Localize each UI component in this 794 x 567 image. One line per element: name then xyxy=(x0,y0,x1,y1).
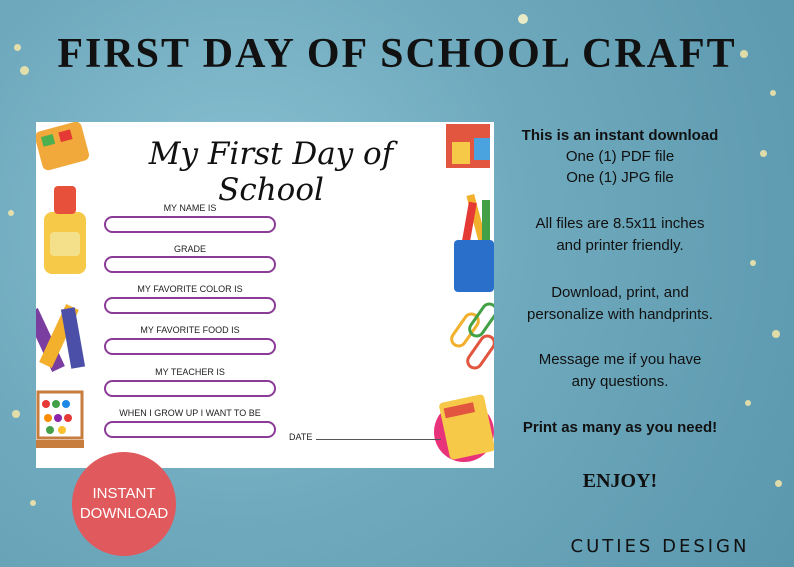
worksheet-title: My First Day of School xyxy=(148,136,394,208)
badge-line-1: INSTANT xyxy=(92,485,156,502)
color-field xyxy=(104,297,276,314)
field-label-grow-up: WHEN I GROW UP I WANT TO BE xyxy=(119,408,261,418)
info-line-9: any questions. xyxy=(571,373,669,390)
sparkle xyxy=(760,150,767,157)
name-field xyxy=(104,216,276,233)
calculator-icon xyxy=(36,122,90,172)
paperclips-icon xyxy=(449,301,494,371)
field-label-teacher: MY TEACHER IS xyxy=(155,367,225,377)
sparkle xyxy=(775,480,782,487)
pencil-cup-icon xyxy=(454,194,494,292)
info-line-2: One (1) PDF file xyxy=(565,148,675,165)
field-label-name: MY NAME IS xyxy=(163,203,217,213)
instant-download-badge xyxy=(72,452,176,556)
page-heading: FIRST DAY OF SCHOOL CRAFT xyxy=(57,31,737,77)
info-line-4: All files are 8.5x11 inches xyxy=(535,215,705,232)
info-line-3: One (1) JPG file xyxy=(566,169,674,186)
info-line-8: Message me if you have xyxy=(538,351,702,368)
info-line-1: This is an instant download xyxy=(521,127,719,144)
sparkle xyxy=(772,330,780,338)
abacus-icon xyxy=(36,392,84,448)
badge-line-2: DOWNLOAD xyxy=(79,505,169,522)
sparkle xyxy=(30,500,36,506)
sparkle xyxy=(770,90,776,96)
sparkle xyxy=(12,410,20,418)
field-label-grade: GRADE xyxy=(173,244,206,254)
grow-up-field xyxy=(104,421,276,438)
sparkle xyxy=(745,400,751,406)
info-line-6: Download, print, and xyxy=(551,284,689,301)
food-field xyxy=(104,338,276,355)
math-book-icon xyxy=(434,394,494,462)
grade-field xyxy=(104,256,276,273)
info-line-10: Print as many as you need! xyxy=(522,419,718,436)
enjoy-text: ENJOY! xyxy=(582,470,658,492)
sparkle xyxy=(8,210,14,216)
teacher-field xyxy=(104,380,276,397)
crayons-icon xyxy=(36,304,85,372)
worksheet-preview xyxy=(36,122,494,468)
info-line-5: and printer friendly. xyxy=(556,237,684,254)
sparkle xyxy=(518,14,528,24)
number-blocks-icon xyxy=(446,124,490,168)
date-line xyxy=(289,432,441,442)
date-label: DATE xyxy=(289,432,313,442)
info-line-7: personalize with handprints. xyxy=(527,306,713,323)
sparkle xyxy=(750,260,756,266)
field-label-color: MY FAVORITE COLOR IS xyxy=(137,284,243,294)
field-label-food: MY FAVORITE FOOD IS xyxy=(140,325,240,335)
brand-name: CUTIES DESIGN xyxy=(570,536,750,557)
